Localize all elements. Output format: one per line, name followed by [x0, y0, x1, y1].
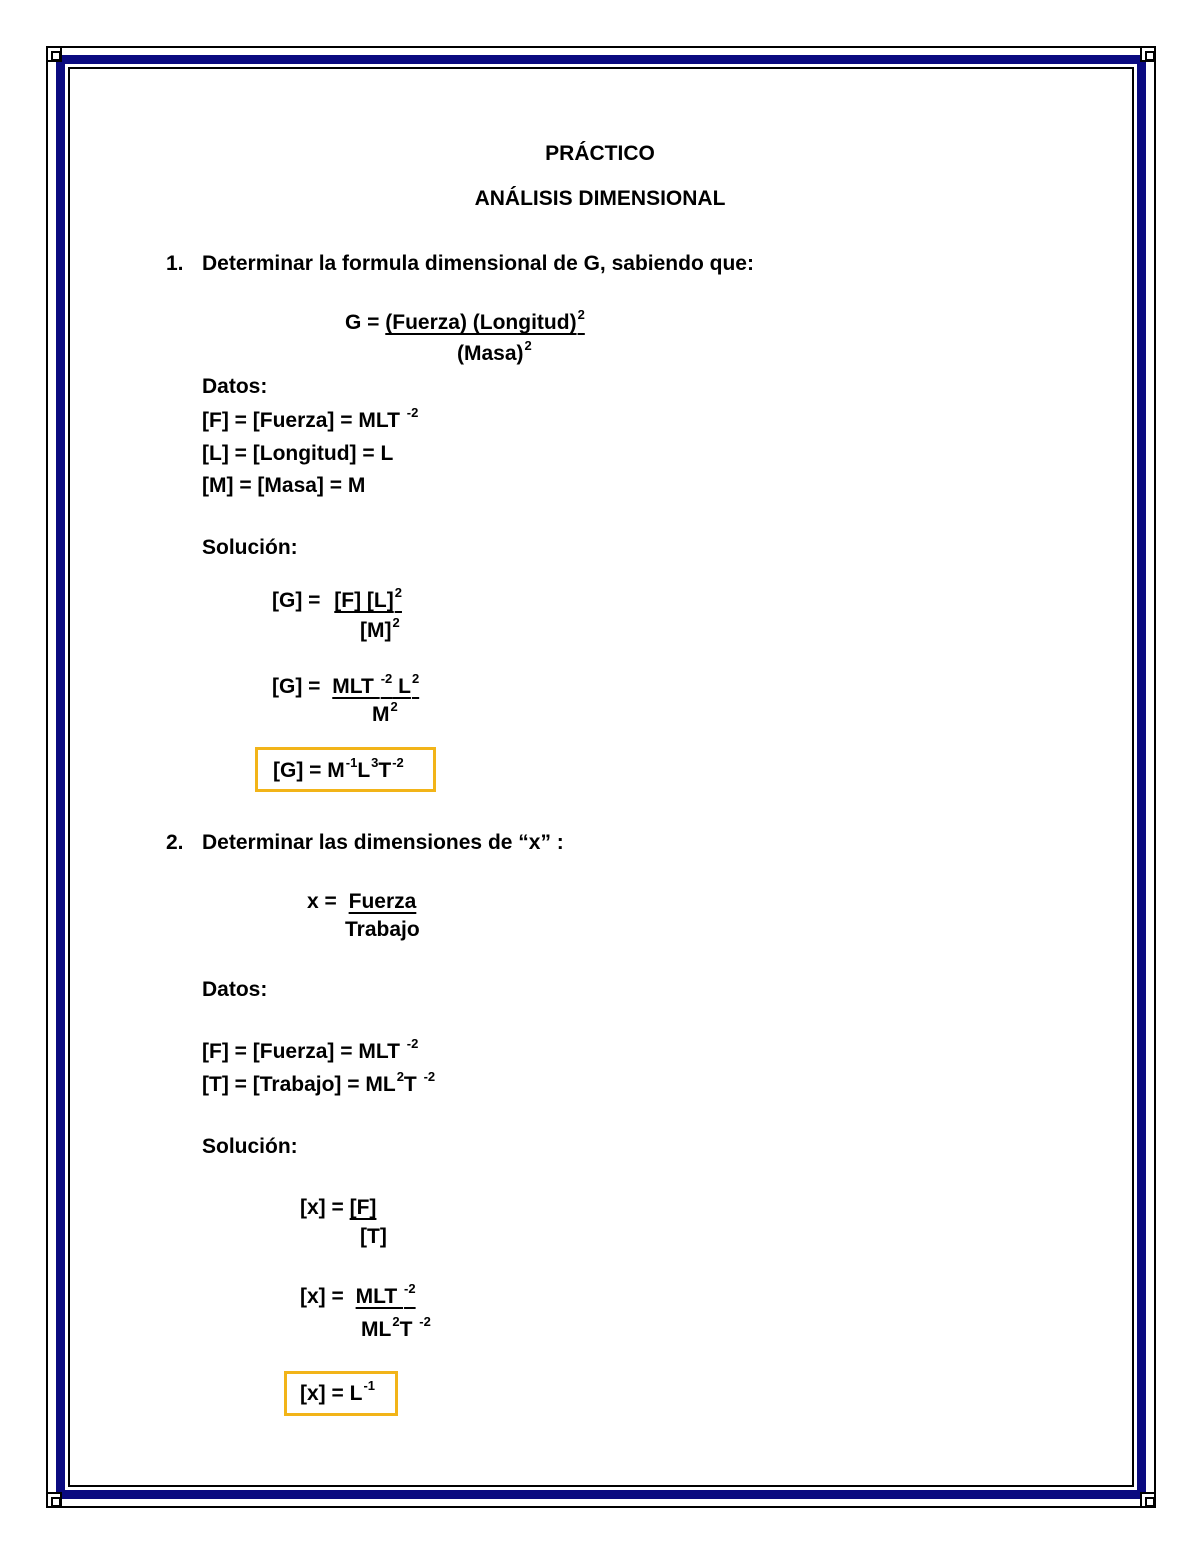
problem-2-step-1-denominator: [T]: [360, 1225, 387, 1248]
problem-2-result: $[x] = L^{-1}$: [300, 1378, 375, 1405]
problem-2-dato-trabajo: [T] = [Trabajo] = $ML^2T$ $^{-2}$: [202, 1069, 436, 1096]
border-corner-ornament: [46, 1492, 62, 1508]
problem-2-step-1: [x] = [F]: [300, 1196, 377, 1219]
problem-2-formula: x = Fuerza: [307, 890, 417, 913]
border-corner-ornament: [1140, 1492, 1156, 1508]
problem-1-dato-fuerza: [F] = [Fuerza] = MLT $^{-2}$: [202, 405, 419, 432]
problem-1-step-2: [G] = MLT $^{-2}$ $L^2$: [272, 671, 420, 698]
problem-2-dato-fuerza: [F] = [Fuerza] = MLT $^{-2}$: [202, 1036, 419, 1063]
problem-2-datos-label: Datos:: [202, 978, 268, 1001]
problem-2-step-2-denominator: $ML^2T$ $^{-2}$: [361, 1314, 431, 1341]
problem-2-number: 2.: [166, 831, 184, 854]
problem-1-dato-longitud: [L] = [Longitud] = L: [202, 442, 394, 465]
problem-1-formula-denominator: (Masa)$^2$: [457, 338, 532, 365]
page-title: PRÁCTICO: [545, 142, 655, 165]
page-subtitle: ANÁLISIS DIMENSIONAL: [474, 187, 726, 210]
problem-1-step-1-denominator: $[M]^2$: [360, 615, 400, 642]
problem-1-result: $[G] = M^{-1}L^3T^{-2}$: [273, 755, 404, 782]
problem-2-solucion-label: Solución:: [202, 1135, 298, 1158]
problem-1-formula: G = (Fuerza) (Longitud)$^2$: [345, 307, 585, 334]
problem-1-statement: Determinar la formula dimensional de G, sabiendo que:: [202, 252, 754, 275]
problem-1-number: 1.: [166, 252, 184, 275]
problem-2-formula-denominator: Trabajo: [345, 918, 420, 941]
problem-1-step-1: [G] = [F] $[L]^2$: [272, 585, 402, 612]
border-corner-ornament: [46, 46, 62, 62]
problem-1-datos-label: Datos:: [202, 375, 268, 398]
problem-1-dato-masa: [M] = [Masa] = M: [202, 474, 366, 497]
problem-2-step-2: [x] = MLT $^{-2}$: [300, 1281, 416, 1308]
page-border-inner: [68, 67, 1134, 1487]
problem-1-solucion-label: Solución:: [202, 536, 298, 559]
border-corner-ornament: [1140, 46, 1156, 62]
problem-2-statement: Determinar las dimensiones de “x” :: [202, 831, 564, 854]
problem-1-step-2-denominator: $M^2$: [372, 699, 398, 726]
